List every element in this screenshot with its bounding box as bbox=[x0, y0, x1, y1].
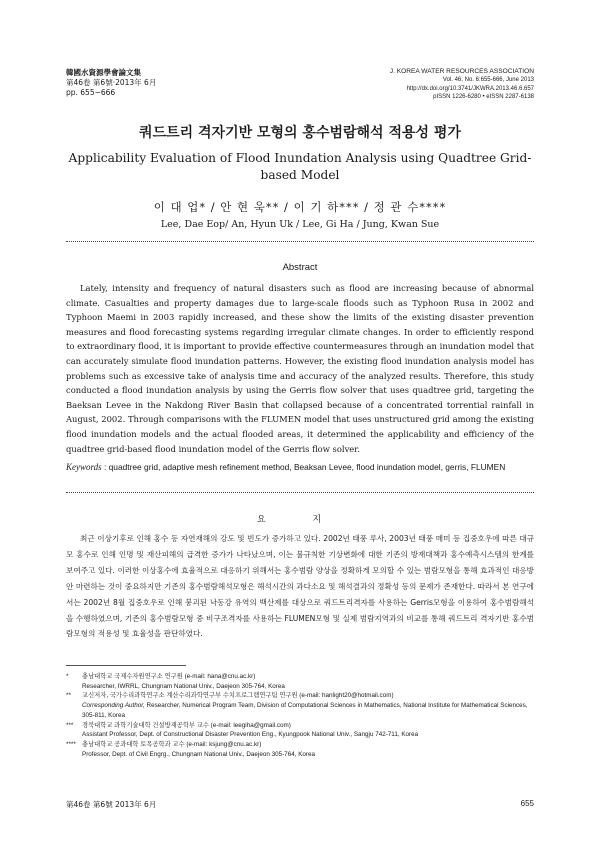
journal-name-en: J. KOREA WATER RESOURCES ASSOCIATION bbox=[389, 68, 534, 75]
volume-ko: 第46卷 第6號·2013年 6月 bbox=[66, 78, 157, 87]
footnote-line-en: Professor, Dept. of Civil Engrg., Chungnam National Univ., Daejeon 305-764, Korea bbox=[82, 750, 315, 758]
page-range: pp. 655~666 bbox=[66, 88, 116, 97]
footnote-marker: * bbox=[66, 673, 69, 680]
footnote bbox=[66, 672, 534, 691]
footnote-line-ko: 충남대학교 국제수자원연구소 연구원 (e-mail: hana@cnu.ac.kr) bbox=[82, 673, 256, 680]
doi-link[interactable]: http://dx.doi.org/10.3741/JKWRA.2013.46.6.657 bbox=[406, 85, 534, 92]
footnote-marker: **** bbox=[66, 740, 76, 748]
page-number: 655 bbox=[520, 799, 534, 808]
authors-english: Lee, Dae Eop/ An, Hyun Uk / Lee, Gi Ha / Jung, Kwan Sue bbox=[160, 219, 440, 230]
keywords bbox=[66, 461, 534, 474]
journal-header-left bbox=[66, 68, 156, 98]
yoji-text: 최근 이상기후로 인해 홍수 등 자연재해의 강도 및 빈도가 증가하고 있다. 2002년 태풍 루사, 2003년 태풍 매미 등 집중호우에 따른 대규모 홍수로 인해 인명 및 재산피해의 급격한 증가가 나타났으며, 이는 불규칙한 기상변화에 대한 기존의 방재대책과 홍수예측시스템의 한계를 보여주고 있다. 이러한 이상홍수에 효율적으로 대응하기 위해서는 홍수범람 양상을 정확하게 모의할 수 있는 범람모형을 통해 효과적인 대응방안 마련하는 것이 중요하지만 기존의 홍수범람해석모형은 해석시간의 과다소요 및 해석결과의 정확성 등의 문제가 존재한다. 따라서 본 연구에서는 2002년 8월 집중호우로 인해 붕괴된 낙동강 유역의 백산제를 대상으로 쿼드트리격자를 사용하는 Gerris모형을 이용하여 홍수범람해석을 수행하였으며, 기존의 홍수범람모형 중 비구조격자를 사용하는 FLUMEN모형 및 실제 범람지역과의 비교를 통해 쿼드트리 격자기반 홍수범람모형의 적용성 및 효율성을 판단하였다. bbox=[66, 534, 534, 639]
footnote-rule bbox=[66, 665, 186, 666]
footnote-line-en: Corresponding Author, Researcher, Numerical Program Team, Division of Computational Sciences in Mathematics, National Institute for Mathematical Sciences, 305-811, Korea bbox=[82, 702, 528, 719]
title-english: Applicability Evaluation of Flood Inundation Analysis using Quadtree Grid-based Model bbox=[68, 151, 532, 182]
yoji-heading: 요 지 bbox=[256, 515, 344, 525]
corresponding-author-label: Corresponding Author, bbox=[82, 702, 145, 710]
footnote bbox=[66, 691, 534, 720]
footnote-marker: *** bbox=[66, 721, 74, 729]
journal-header-right bbox=[284, 68, 534, 102]
footnote bbox=[66, 721, 534, 740]
divider-top bbox=[66, 241, 534, 242]
journal-name-ko: 韓國水資源學會論文集 bbox=[66, 68, 141, 77]
keywords-text: : quadtree grid, adaptive mesh refinement method, Beaksan Levee, flood inundation model, gerris, FLUMEN bbox=[104, 462, 506, 472]
issn: pISSN 1226-6280 • eISSN 2287-6138 bbox=[433, 94, 534, 101]
footnote-line-ko: 충남대학교 공과대학 토목공학과 교수 (e-mail: ksjung@cnu.ac.kr) bbox=[82, 740, 262, 748]
footer-volume: 第46卷 第6號 2013年 6月 bbox=[66, 800, 157, 809]
footnotes bbox=[66, 672, 534, 759]
footnote-line-en: Researcher, IWRRL, Chungnam National Univ., Daejeon 305-764, Korea bbox=[82, 682, 285, 690]
divider-middle bbox=[66, 492, 534, 493]
footnote-marker: ** bbox=[66, 692, 71, 700]
title-korean: 쿼드트리 격자기반 모형의 홍수범람해석 적용성 평가 bbox=[139, 125, 461, 141]
footnote-line-ko: 경북대학교 과학기술대학 건설방재공학부 교수 (e-mail: leegiha@gmail.com) bbox=[82, 721, 291, 729]
abstract-text: Lately, intensity and frequency of natural disasters such as flood are increasing because of abnormal climate. Casualties and property damages due to large-scale floods such as Typhoon Rusa in 2002 and Typhoon Maemi in 2003 rapidly increased, and these show the limits of the existing disaster prevention measures and flood forecasting systems regarding irregular climate changes. In order to efficiently respond to extraordinary flood, it is important to provide effective countermeasures through an inundation model that can accurately simulate flood inundation patterns. However, the existing flood inundation analysis model has problems such as excessive take of analysis time and accuracy of the analyzed results. Therefore, this study conducted a flood inundation analysis by using the Gerris flow solver that uses quadtree grid, targeting the Baeksan Levee in the Nakdong River Basin that collapsed because of a concentrated torrential rainfall in August, 2002. Through comparisons with the FLUMEN model that uses unstructured grid among the existing flood inundation models and the actual flooded areas, it determined the applicability and efficiency of the quadtree grid-based flood inundation model of the Gerris flow solver. bbox=[66, 283, 534, 454]
footnote bbox=[66, 740, 534, 759]
footnote-line-en: Assistant Professor, Dept. of Constructional Disaster Prevention Eng., Kyungpook National Univ., Sangju 742-711, Korea bbox=[82, 731, 419, 739]
authors-korean: 이 대 업* / 안 현 욱** / 이 기 하*** / 정 관 수**** bbox=[153, 200, 447, 214]
footnote-line-ko: 교신저자, 국가수리과학연구소 계산수리과학연구부 수치프로그램연구팀 연구원 (e-mail: hanlight20@hotmail.com) bbox=[82, 692, 394, 700]
keywords-label: Keywords bbox=[66, 462, 102, 472]
abstract-heading: Abstract bbox=[282, 262, 318, 273]
volume-en: Vol. 46, No. 6:655-666, June 2013 bbox=[442, 77, 534, 84]
